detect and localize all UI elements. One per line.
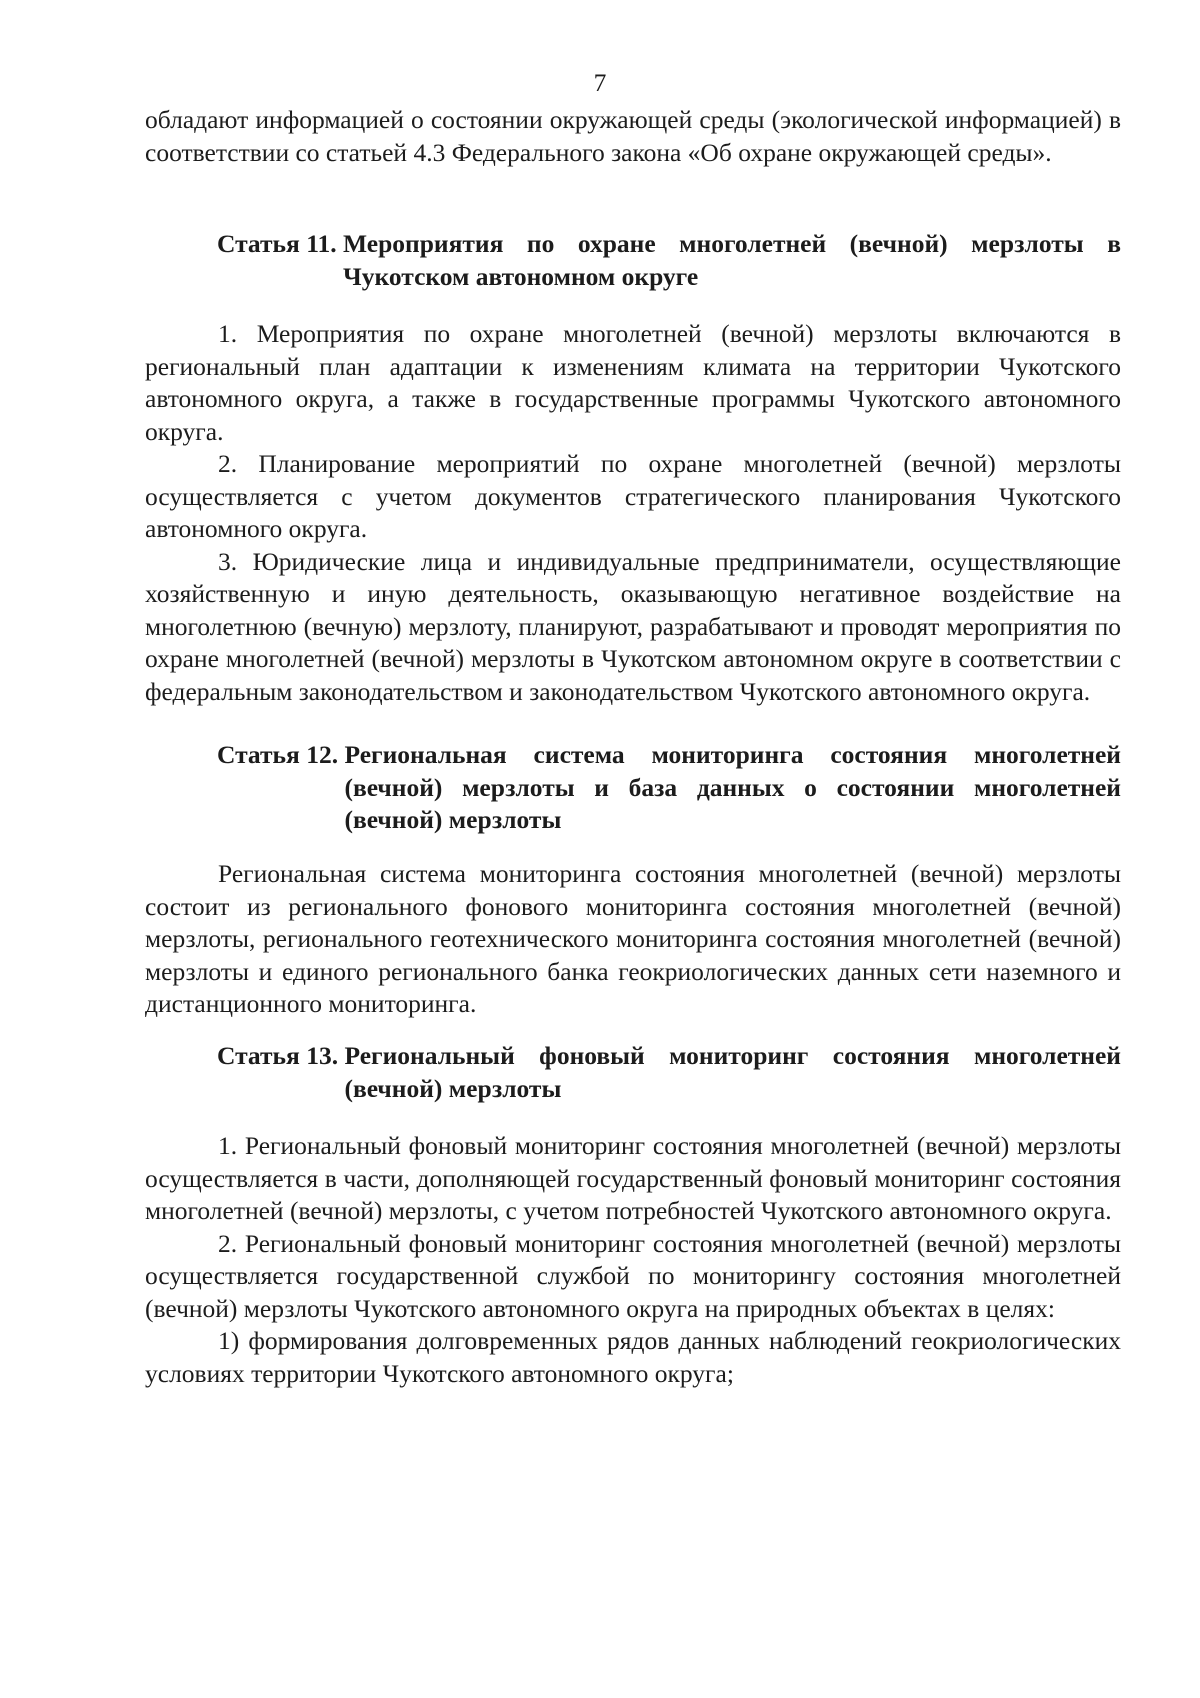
article-13-item-1: 1) формирования долговременных рядов данных наблюдений геокриологических условиях территории Чукотского автономного округа;	[145, 1326, 1121, 1388]
article-11-paragraph-1: 1. Мероприятия по охране многолетней (вечной) мерзлоты включаются в региональный план адаптации к изменениям климата на территории Чукотского автономного округа, а также в государственные программы Чукотского автономного округа.	[145, 319, 1121, 446]
article-12-paragraph-1: Региональная система мониторинга состояния многолетней (вечной) мерзлоты состоит из регионального фонового мониторинга состояния многолетней (вечной) мерзлоты, регионального геотехнического мониторинга состояния многолетней (вечной) мерзлоты и единого регионального банка геокриологических данных сети наземного и дистанционного мониторинга.	[145, 859, 1121, 1018]
intro-paragraph-block	[145, 104, 1121, 169]
article-12-number: Статья 12.	[217, 740, 345, 769]
article-11-paragraph-3: 3. Юридические лица и индивидуальные предприниматели, осуществляющие хозяйственную и иную деятельность, оказывающую негативное воздействие на многолетнюю (вечную) мерзлоту, планируют, разрабатывают и проводят мероприятия по охране многолетней (вечной) мерзлоты в Чукотском автономном округе в соответствии с федеральным законодательством и законодательством Чукотского автономного округа.	[145, 546, 1121, 706]
article-11-heading	[217, 228, 1121, 293]
article-13-paragraph-1: 1. Региональный фоновый мониторинг состояния многолетней (вечной) мерзлоты осуществляется в части, дополняющей государственный фоновый мониторинг состояния многолетней (вечной) мерзлоты, с учетом потребностей Чукотского автономного округа.	[145, 1131, 1121, 1225]
article-13-paragraph-2: 2. Региональный фоновый мониторинг состояния многолетней (вечной) мерзлоты осуществляется государственной службой по мониторингу состояния многолетней (вечной) мерзлоты Чукотского автономного округа на природных объектах в целях:	[145, 1228, 1121, 1323]
article-11-title: Мероприятия по охране многолетней (вечной) мерзлоты в Чукотском автономном округе	[343, 229, 1121, 291]
article-12-heading	[217, 739, 1121, 837]
article-11-body	[145, 318, 1121, 708]
article-13-heading	[217, 1040, 1121, 1105]
article-13-number: Статья 13.	[217, 1041, 345, 1070]
page-number: 7	[593, 68, 607, 97]
article-13-body	[145, 1130, 1121, 1390]
article-13-title: Региональный фоновый мониторинг состояния многолетней (вечной) мерзлоты	[344, 1041, 1121, 1103]
article-11-paragraph-2: 2. Планирование мероприятий по охране многолетней (вечной) мерзлоты осуществляется с учетом документов стратегического планирования Чукотского автономного округа.	[145, 449, 1121, 543]
article-12-title: Региональная система мониторинга состояния многолетней (вечной) мерзлоты и база данных о состоянии многолетней (вечной) мерзлоты	[344, 740, 1121, 834]
article-11-number: Статья 11.	[217, 229, 344, 258]
intro-paragraph: обладают информацией о состоянии окружающей среды (экологической информацией) в соответствии со статьей 4.3 Федерального закона «Об охране окружающей среды».	[145, 105, 1121, 167]
article-12-body	[145, 858, 1121, 1021]
